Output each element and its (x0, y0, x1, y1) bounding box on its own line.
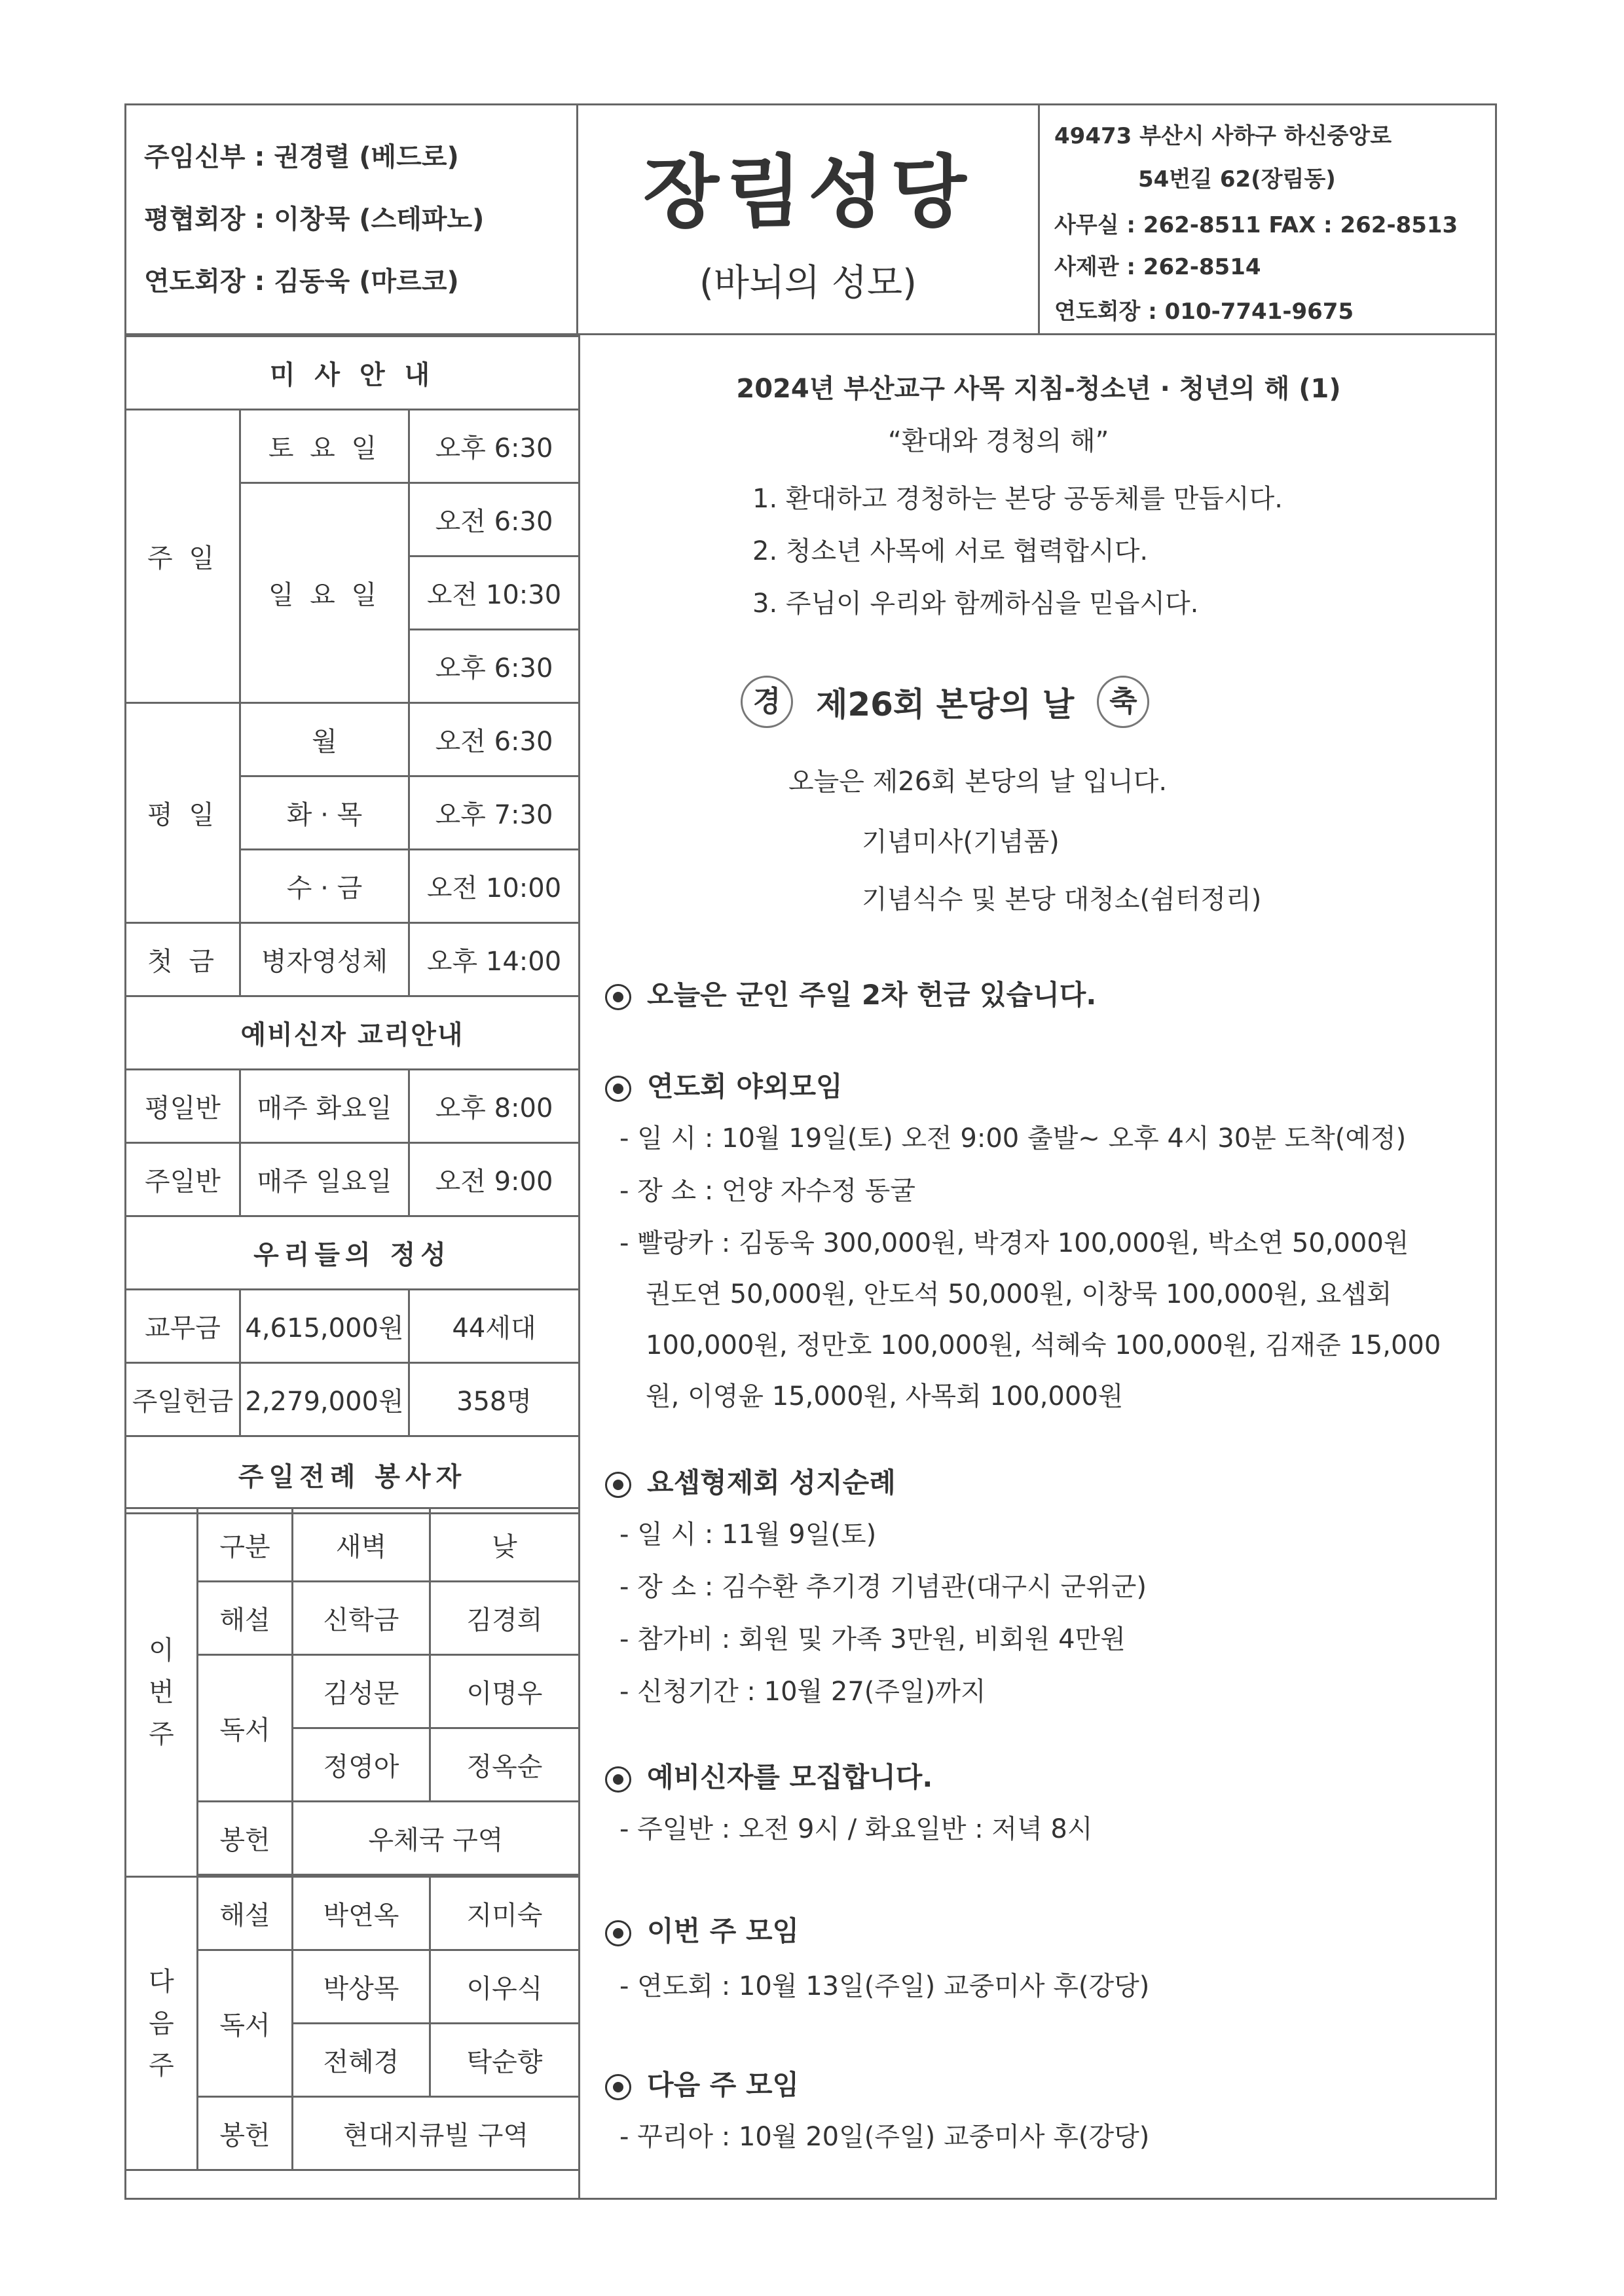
tw-reading-label: 독서 (198, 1655, 293, 1802)
dues-amount: 4,615,000원 (240, 1290, 409, 1363)
tue-thu-label: 화 · 목 (240, 776, 409, 850)
monday-time: 오전 6:30 (409, 703, 580, 776)
office-phone: 사무실 : 262-8511 FAX : 262-8513 (1054, 212, 1458, 238)
col-dawn-header: 새벽 (293, 1508, 430, 1582)
notice-6 (605, 2064, 799, 2103)
bullet-icon (605, 1472, 631, 1498)
first-friday-label: 첫 금 (126, 923, 240, 996)
this-week-label: 이 번 주 (126, 1508, 198, 1877)
sick-communion-time: 오후 14:00 (409, 923, 580, 996)
notice-5-title: 이번 주 모임 (647, 1915, 800, 1947)
bullet-icon (605, 984, 631, 1010)
nw-reading-label: 독서 (198, 1950, 293, 2097)
tw-commentary-day: 김경희 (430, 1582, 580, 1655)
tw-commentary-dawn: 신학금 (293, 1582, 430, 1655)
header-officers (124, 103, 578, 335)
tw-commentary-label: 해설 (198, 1582, 293, 1655)
pastor-name: 주임신부 : 권경렬 (베드로) (144, 142, 459, 172)
catechumen-sunday-label: 주일반 (126, 1143, 240, 1216)
catechumen-sunday-day: 매주 일요일 (240, 1143, 409, 1216)
tw-reading1-dawn: 김성문 (293, 1655, 430, 1728)
servers-table (124, 1507, 580, 2171)
notice-3-line-4: - 신청기간 : 10월 27(주일)까지 (619, 1677, 986, 1707)
tw-offertory-label: 봉헌 (198, 1802, 293, 1875)
catechumen-sunday-time: 오전 9:00 (409, 1143, 580, 1216)
notice-5-line-1: - 연도회 : 10월 13일(주일) 교중미사 후(강당) (619, 1971, 1150, 2001)
notice-5 (605, 1910, 799, 1949)
elder-phone: 연도회장 : 010-7741-9675 (1054, 299, 1354, 325)
notice-3-line-1: - 일 시 : 11월 9일(토) (619, 1520, 877, 1550)
nw-reading2-dawn: 전혜경 (293, 2024, 430, 2097)
weekday-label: 평 일 (126, 703, 240, 923)
mass-schedule-title: 미 사 안 내 (126, 337, 580, 410)
tw-offertory-group: 우체국 구역 (293, 1802, 580, 1875)
notice-1 (605, 974, 1096, 1013)
notice-6-line-1: - 꾸리아 : 10월 20일(주일) 교중미사 후(강당) (619, 2122, 1150, 2152)
saturday-time: 오후 6:30 (409, 410, 580, 483)
sunday-time-1: 오전 6:30 (409, 483, 580, 556)
col-type-header: 구분 (198, 1508, 293, 1582)
notice-2-line-6: 원, 이영윤 15,000원, 사목회 100,000원 (646, 1381, 1124, 1412)
bullet-icon (605, 1076, 631, 1102)
catechumen-weekday-day: 매주 화요일 (240, 1070, 409, 1143)
catechumen-title: 예비신자 교리안내 (126, 996, 580, 1070)
sunday-collection-label: 주일헌금 (126, 1363, 240, 1436)
pastoral-item-2: 2. 청소년 사목에 서로 협력합시다. (752, 536, 1149, 566)
notice-2 (605, 1065, 843, 1104)
feast-banner (741, 676, 1149, 728)
feast-title: 제26회 본당의 날 (816, 685, 1075, 723)
pastoral-item-1: 1. 환대하고 경청하는 본당 공동체를 만듭시다. (752, 484, 1283, 514)
notice-4-title: 예비신자를 모집합니다. (647, 1761, 933, 1793)
feast-line-2: 기념미사(기념품) (862, 827, 1060, 857)
wreath-right-icon: 축 (1097, 676, 1149, 728)
main-content (578, 335, 1497, 2200)
pastoral-motto: “환대와 경청의 해” (888, 426, 1109, 456)
pastoral-title: 2024년 부산교구 사목 지침-청소년 · 청년의 해 (1) (736, 374, 1341, 404)
sunday-time-2: 오전 10:30 (409, 556, 580, 630)
rectory-phone: 사제관 : 262-8514 (1054, 254, 1261, 280)
bullet-icon (605, 2074, 631, 2100)
feast-line-1: 오늘은 제26회 본당의 날 입니다. (788, 767, 1168, 797)
notice-3-line-3: - 참가비 : 회원 및 가족 3만원, 비회원 4만원 (619, 1624, 1126, 1654)
wreath-left-icon: 경 (741, 676, 793, 728)
nw-commentary-label: 해설 (198, 1877, 293, 1950)
pastoral-item-3: 3. 주님이 우리와 함께하심을 믿읍시다. (752, 589, 1199, 619)
notice-2-line-5: 100,000원, 정만호 100,000원, 석혜숙 100,000원, 김재준 15,000 (646, 1330, 1441, 1360)
col-day-header: 낮 (430, 1508, 580, 1582)
catechumen-weekday-label: 평일반 (126, 1070, 240, 1143)
tw-reading1-day: 이명우 (430, 1655, 580, 1728)
offering-title: 우리들의 정성 (126, 1216, 580, 1290)
bullet-icon (605, 1766, 631, 1793)
tue-thu-time: 오후 7:30 (409, 776, 580, 850)
monday-label: 월 (240, 703, 409, 776)
nw-commentary-dawn: 박연옥 (293, 1877, 430, 1950)
sunday-collection-amount: 2,279,000원 (240, 1363, 409, 1436)
nw-reading2-day: 탁순향 (430, 2024, 580, 2097)
sunday-day-label: 일 요 일 (240, 483, 409, 703)
dues-label: 교무금 (126, 1290, 240, 1363)
header-contact (1040, 103, 1497, 335)
notice-3-title: 요셉형제회 성지순례 (647, 1467, 896, 1499)
notice-2-line-3: - 빨랑카 : 김동욱 300,000원, 박경자 100,000원, 박소연 50,000원 (619, 1228, 1409, 1258)
feast-line-3: 기념식수 및 본당 대청소(쉼터정리) (862, 884, 1262, 915)
nw-offertory-label: 봉헌 (198, 2097, 293, 2170)
sunday-label: 주 일 (126, 410, 240, 703)
notice-2-line-2: - 장 소 : 언양 자수정 동굴 (619, 1176, 915, 1206)
notice-2-title: 연도회 야외모임 (647, 1070, 843, 1102)
bullet-icon (605, 1920, 631, 1946)
notice-3 (605, 1461, 896, 1501)
elder-association-head: 연도회장 : 김동욱 (마르코) (144, 266, 459, 297)
address-line2: 54번길 62(장림동) (1138, 166, 1336, 192)
header-title-block (578, 103, 1040, 335)
sick-communion-label: 병자영성체 (240, 923, 409, 996)
sunday-time-3: 오후 6:30 (409, 630, 580, 703)
parish-name: 장림성당 (643, 147, 973, 238)
sunday-collection-count: 358명 (409, 1363, 580, 1436)
notice-1-title: 오늘은 군인 주일 2차 헌금 있습니다. (647, 979, 1097, 1011)
address-line1: 49473 부산시 사하구 하신중앙로 (1054, 123, 1392, 149)
notice-6-title: 다음 주 모임 (647, 2069, 800, 2101)
parish-subtitle: (바뇌의 성모) (699, 262, 917, 304)
notice-3-line-2: - 장 소 : 김수환 추기경 기념관(대구시 군위군) (619, 1572, 1147, 1602)
notice-4 (605, 1756, 932, 1795)
council-president: 평협회장 : 이창묵 (스테파노) (144, 204, 485, 234)
nw-reading1-dawn: 박상목 (293, 1950, 430, 2024)
notice-4-line-1: - 주일반 : 오전 9시 / 화요일반 : 저녁 8시 (619, 1814, 1093, 1844)
tw-reading2-dawn: 정영아 (293, 1728, 430, 1802)
next-week-label: 다 음 주 (126, 1877, 198, 2170)
notice-2-line-4: 권도연 50,000원, 안도석 50,000원, 이창묵 100,000원, 요셉회 (646, 1279, 1392, 1309)
liturgy-servers-title: 주일전례 봉사자 (126, 1436, 580, 1514)
nw-offertory-group: 현대지큐빌 구역 (293, 2097, 580, 2170)
nw-commentary-day: 지미숙 (430, 1877, 580, 1950)
notice-2-line-1: - 일 시 : 10월 19일(토) 오전 9:00 출발~ 오후 4시 30분 도착(예정) (619, 1123, 1407, 1154)
saturday-label: 토 요 일 (240, 410, 409, 483)
tw-reading2-day: 정옥순 (430, 1728, 580, 1802)
sidebar-table (124, 335, 580, 1514)
catechumen-weekday-time: 오후 8:00 (409, 1070, 580, 1143)
nw-reading1-day: 이우식 (430, 1950, 580, 2024)
wed-fri-label: 수 · 금 (240, 850, 409, 923)
wed-fri-time: 오전 10:00 (409, 850, 580, 923)
dues-households: 44세대 (409, 1290, 580, 1363)
